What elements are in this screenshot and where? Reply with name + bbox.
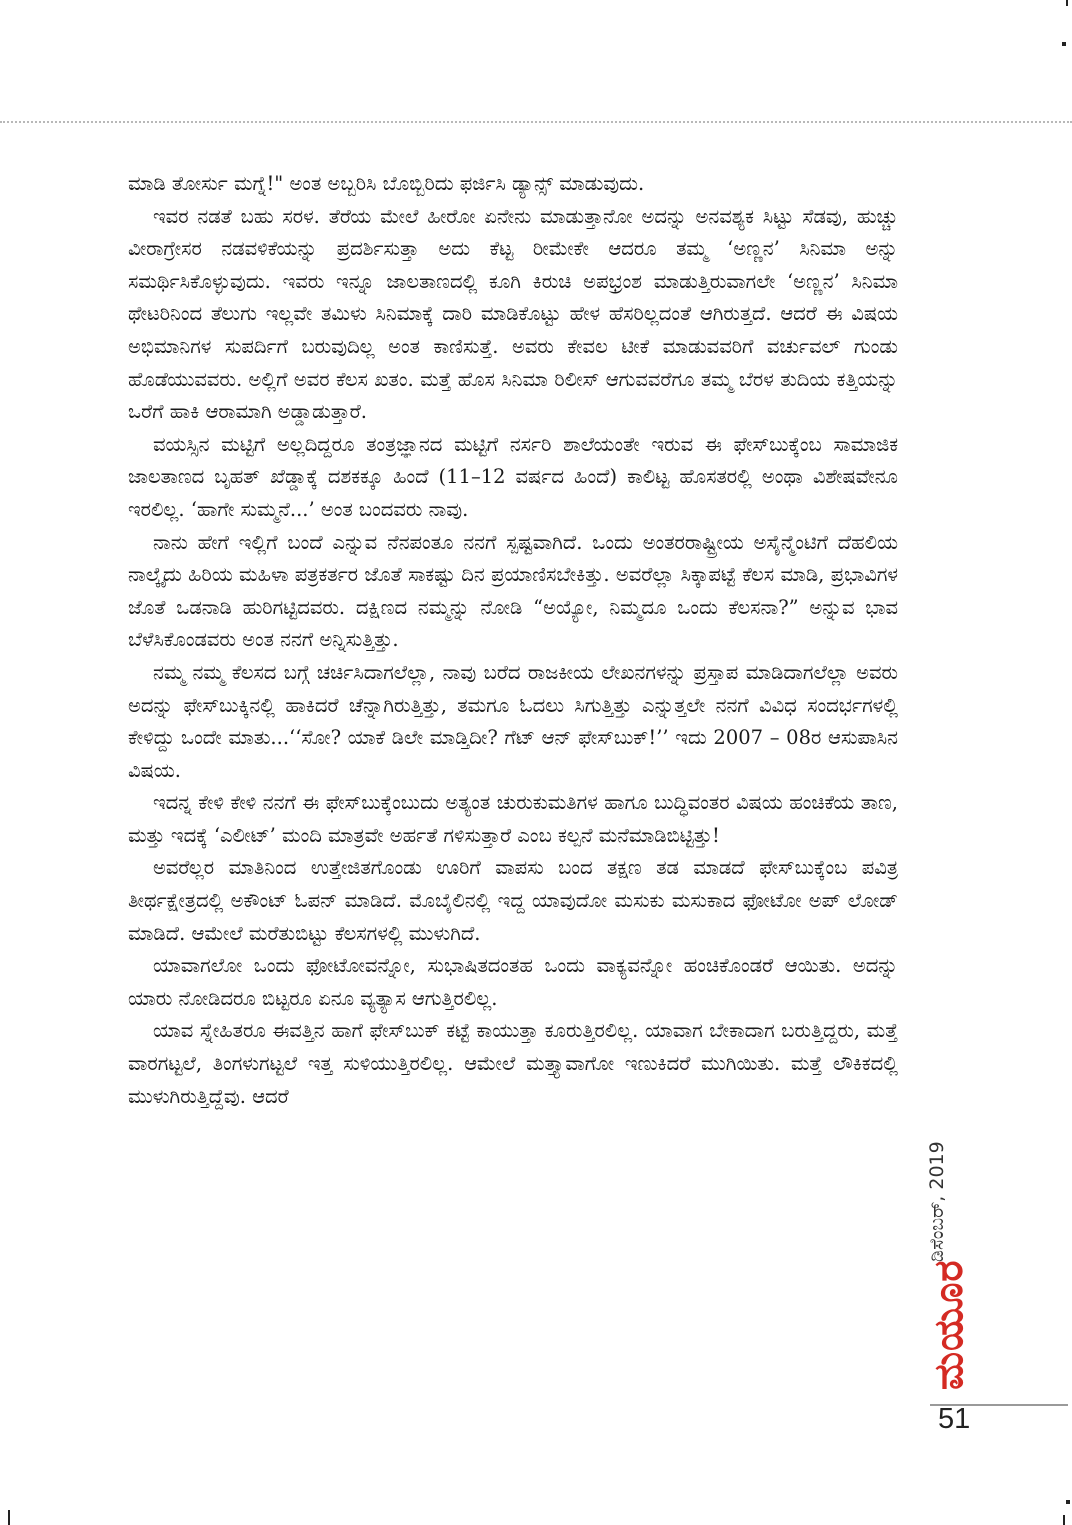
crop-mark-bottom-right xyxy=(1066,1500,1070,1504)
paragraph: ಯಾವ ಸ್ನೇಹಿತರೂ ಈವತ್ತಿನ ಹಾಗೆ ಫೇಸ್‌ಬುಕ್ ಕಟ್ಟೆ ಕಾಯುತ್ತಾ ಕೂರುತ್ತಿರಲಿಲ್ಲ. ಯಾವಾಗ ಬೇಕಾದಾಗ ಬರುತ್ತಿದ್ದರು, ಮತ್ತೆ ವಾರಗಟ್ಟಲೆ, ತಿಂಗಳುಗಟ್ಟಲೆ ಇತ್ತ ಸುಳಿಯುತ್ತಿರಲಿಲ್ಲ. ಆಮೇಲೆ ಮತ್ತ್ಯಾವಾಗೋ ಇಣುಕಿದರೆ ಮುಗಿಯಿತು. ಮತ್ತೆ ಲೌಕಿಕದಲ್ಲಿ ಮುಳುಗಿರುತ್ತಿದ್ದೆವು. ಆದರೆ xyxy=(128,1019,898,1108)
article-body xyxy=(128,168,898,1113)
paragraph: ಯಾವಾಗಲೋ ಒಂದು ಫೋಟೋವನ್ನೋ, ಸುಭಾಷಿತದಂತಹ ಒಂದು ವಾಕ್ಯವನ್ನೋ ಹಂಚಿಕೊಂಡರೆ ಆಯಿತು. ಅದನ್ನು ಯಾರು ನೋಡಿದರೂ ಬಿಟ್ಟರೂ ಏನೂ ವ್ಯತ್ಯಾಸ ಆಗುತ್ತಿರಲಿಲ್ಲ. xyxy=(128,954,898,1010)
crop-mark-top-right xyxy=(1062,42,1066,46)
crop-mark-bottom-left xyxy=(8,1510,10,1525)
crop-mark-bottom-right-tick xyxy=(1063,1515,1065,1525)
paragraph: ಇದನ್ನ ಕೇಳಿ ಕೇಳಿ ನನಗೆ ಈ ಫೇಸ್‌ಬುಕ್ಕೆಂಬುದು ಅತ್ಯಂತ ಚುರುಕುಮತಿಗಳ ಹಾಗೂ ಬುದ್ಧಿವಂತರ ವಿಷಯ ಹಂಚಿಕೆಯ ತಾಣ, ಮತ್ತು ಇದಕ್ಕೆ ‘ಎಲೀಟ್’ ಮಂದಿ ಮಾತ್ರವೇ ಅರ್ಹತೆ ಗಳಿಸುತ್ತಾರೆ ಎಂಬ ಕಲ್ಪನೆ ಮನೆಮಾಡಿಬಿಟ್ಟಿತ್ತು! xyxy=(128,791,898,847)
magazine-logo: ಮಯೂರ xyxy=(926,1259,972,1390)
header-dotted-rule xyxy=(0,121,1072,123)
paragraph: ಇವರ ನಡತೆ ಬಹು ಸರಳ. ತೆರೆಯ ಮೇಲೆ ಹೀರೋ ಏನೇನು ಮಾಡುತ್ತಾನೋ ಅದನ್ನು ಅನವಶ್ಯಕ ಸಿಟ್ಟು ಸೆಡವು, ಹುಚ್ಚು ವೀರಾಗ್ರೇಸರ ನಡವಳಿಕೆಯನ್ನು ಪ್ರದರ್ಶಿಸುತ್ತಾ ಅದು ಕೆಟ್ಟ ರೀಮೇಕೇ ಆದರೂ ತಮ್ಮ ‘ಅಣ್ಣನ’ ಸಿನಿಮಾ ಅನ್ನು ಸಮರ್ಥಿಸಿಕೊಳ್ಳುವುದು. ಇವರು ಇನ್ನೂ ಜಾಲತಾಣದಲ್ಲಿ ಕೂಗಿ ಕಿರುಚಿ ಅಪಭ್ರಂಶ ಮಾಡುತ್ತಿರುವಾಗಲೇ ‘ಅಣ್ಣನ’ ಸಿನಿಮಾ ಥೇಟರಿನಿಂದ ತೆಲುಗು ಇಲ್ಲವೇ ತಮಿಳು ಸಿನಿಮಾಕ್ಕೆ ದಾರಿ ಮಾಡಿಕೊಟ್ಟು ಹೇಳ ಹೆಸರಿಲ್ಲದಂತೆ ಆಗಿರುತ್ತದೆ. ಆದರೆ ಈ ವಿಷಯ ಅಭಿಮಾನಿಗಳ ಸುಪರ್ದಿಗೆ ಬರುವುದಿಲ್ಲ ಅಂತ ಕಾಣಿಸುತ್ತೆ. ಅವರು ಕೇವಲ ಟೀಕೆ ಮಾಡುವವರಿಗೆ ವರ್ಚುವಲ್ ಗುಂಡು ಹೊಡೆಯುವವರು. ಅಲ್ಲಿಗೆ ಅವರ ಕೆಲಸ ಖತಂ. ಮತ್ತೆ ಹೊಸ ಸಿನಿಮಾ ರಿಲೀಸ್ ಆಗುವವರೆಗೂ ತಮ್ಮ ಬೆರಳ ತುದಿಯ ಕತ್ತಿಯನ್ನು ಒರೆಗೆ ಹಾಕಿ ಆರಾಮಾಗಿ ಅಡ್ಡಾಡುತ್ತಾರೆ. xyxy=(128,204,898,424)
paragraph: ವಯಸ್ಸಿನ ಮಟ್ಟಿಗೆ ಅಲ್ಲದಿದ್ದರೂ ತಂತ್ರಜ್ಞಾನದ ಮಟ್ಟಿಗೆ ನರ್ಸರಿ ಶಾಲೆಯಂತೇ ಇರುವ ಈ ಫೇಸ್‌ಬುಕ್ಕೆಂಬ ಸಾಮಾಜಿಕ ಜಾಲತಾಣದ ಬೃಹತ್ ಖೆಡ್ಡಾಕ್ಕೆ ದಶಕಕ್ಕೂ ಹಿಂದೆ (11–12 ವರ್ಷದ ಹಿಂದೆ) ಕಾಲಿಟ್ಟ ಹೊಸತರಲ್ಲಿ ಅಂಥಾ ವಿಶೇಷವೇನೂ ಇರಲಿಲ್ಲ. ‘ಹಾಗೇ ಸುಮ್ಮನೆ...’ ಅಂತ ಬಂದವರು ನಾವು. xyxy=(128,432,898,521)
issue-date: ಡಿಸೆಂಬರ್, 2019 xyxy=(926,1141,948,1262)
paragraph: ನಾನು ಹೇಗೆ ಇಲ್ಲಿಗೆ ಬಂದೆ ಎನ್ನುವ ನೆನಪಂತೂ ನನಗೆ ಸ್ಪಷ್ಟವಾಗಿದೆ. ಒಂದು ಅಂತರರಾಷ್ಟ್ರೀಯ ಅಸೈನ್ಮೆಂಟಿಗೆ ದೆಹಲಿಯ ನಾಲ್ಕೈದು ಹಿರಿಯ ಮಹಿಳಾ ಪತ್ರಕರ್ತರ ಜೊತೆ ಸಾಕಷ್ಟು ದಿನ ಪ್ರಯಾಣಿಸಬೇಕಿತ್ತು. ಅವರೆಲ್ಲಾ ಸಿಕ್ಕಾಪಟ್ಟೆ ಕೆಲಸ ಮಾಡಿ, ಪ್ರಭಾವಿಗಳ ಜೊತೆ ಒಡನಾಡಿ ಹುರಿಗಟ್ಟಿದವರು. ದಕ್ಷಿಣದ ನಮ್ಮನ್ನು ನೋಡಿ “ಅಯ್ಯೋ, ನಿಮ್ಮದೂ ಒಂದು ಕೆಲಸನಾ?” ಅನ್ನುವ ಭಾವ ಬೆಳೆಸಿಕೊಂಡವರು ಅಂತ ನನಗೆ ಅನ್ನಿಸುತ್ತಿತ್ತು. xyxy=(128,530,898,652)
crop-mark-top xyxy=(1066,0,1068,6)
paragraph: ಅವರೆಲ್ಲರ ಮಾತಿನಿಂದ ಉತ್ತೇಜಿತಗೊಂಡು ಊರಿಗೆ ವಾಪಸು ಬಂದ ತಕ್ಷಣ ತಡ ಮಾಡದೆ ಫೇಸ್‌ಬುಕ್ಕೆಂಬ ಪವಿತ್ರ ತೀರ್ಥಕ್ಷೇತ್ರದಲ್ಲಿ ಅಕೌಂಟ್ ಓಪನ್ ಮಾಡಿದೆ. ಮೊಬೈಲಿನಲ್ಲಿ ಇದ್ದ ಯಾವುದೋ ಮಸುಕು ಮಸುಕಾದ ಫೋಟೋ ಅಪ್ ಲೋಡ್ ಮಾಡಿದೆ. ಆಮೇಲೆ ಮರೆತುಬಿಟ್ಟು ಕೆಲಸಗಳಲ್ಲಿ ಮುಳುಗಿದೆ. xyxy=(128,856,898,945)
paragraph: ಮಾಡಿ ತೋರ್ಸು ಮಗ್ನೆ!" ಅಂತ ಅಬ್ಬರಿಸಿ ಬೊಬ್ಬಿರಿದು ಫರ್ಜಿಸಿ ಡ್ಯಾನ್ಸ್ ಮಾಡುವುದು. xyxy=(128,172,645,195)
page-number: 51 xyxy=(938,1403,971,1435)
paragraph: ನಮ್ಮ ನಮ್ಮ ಕೆಲಸದ ಬಗ್ಗೆ ಚರ್ಚಿಸಿದಾಗಲೆಲ್ಲಾ, ನಾವು ಬರೆದ ರಾಜಕೀಯ ಲೇಖನಗಳನ್ನು ಪ್ರಸ್ತಾಪ ಮಾಡಿದಾಗಲೆಲ್ಲಾ ಅವರು ಅದನ್ನು ಫೇಸ್‌ಬುಕ್ಕಿನಲ್ಲಿ ಹಾಕಿದರೆ ಚೆನ್ನಾಗಿರುತ್ತಿತ್ತು, ತಮಗೂ ಓದಲು ಸಿಗುತ್ತಿತ್ತು ಎನ್ನುತ್ತಲೇ ನನಗೆ ವಿವಿಧ ಸಂದರ್ಭಗಳಲ್ಲಿ ಕೇಳಿದ್ದು ಒಂದೇ ಮಾತು...‘‘ಸೋ? ಯಾಕೆ ಡಿಲೇ ಮಾಡ್ತಿದೀ? ಗೆಟ್ ಆನ್ ಫೇಸ್‌ಬುಕ್!’’ ಇದು 2007 – 08ರ ಆಸುಪಾಸಿನ ವಿಷಯ. xyxy=(128,660,898,782)
